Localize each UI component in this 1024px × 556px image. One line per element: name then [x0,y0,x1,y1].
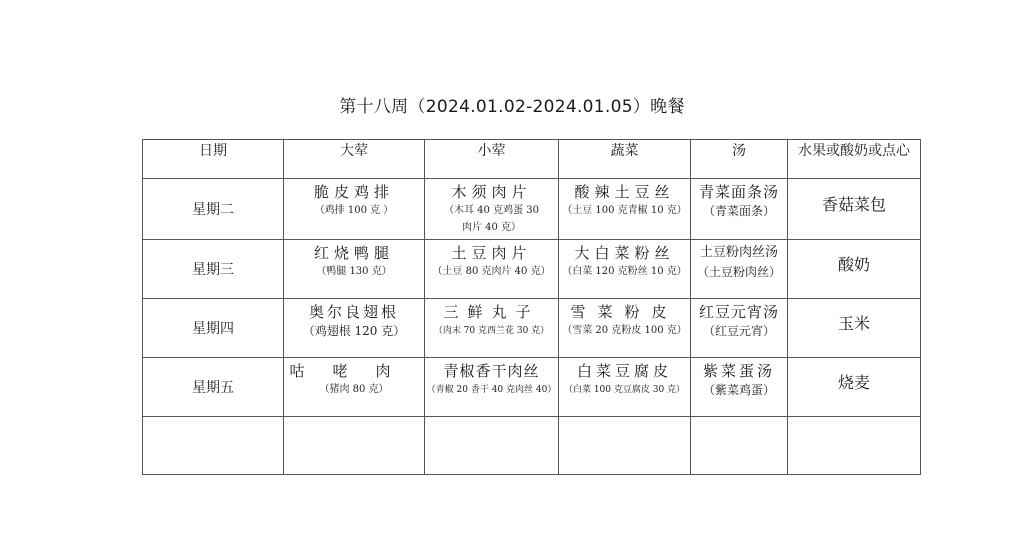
dish-note: （青椒 20 香干 40 克肉丝 40） [426,385,557,395]
dish-name: 青菜面条汤 [698,183,779,201]
day-cell: 星期五 [143,358,284,417]
dish-note: （鸭腿 130 克） [316,266,392,277]
table-row [143,299,921,358]
empty-cell [559,417,691,475]
snack-cell [788,240,921,299]
page-title: 第十八周（2024.01.02-2024.01.05）晚餐 [339,97,685,117]
header-vegetable: 蔬菜 [559,140,691,179]
table-row [143,417,921,475]
day-cell: 星期二 [143,179,284,240]
dish-name: 木须肉片 [451,183,532,201]
main-dish-cell [284,358,425,417]
soup-cell [691,299,788,358]
dish-name: 三鲜丸子 [443,303,540,321]
dish-name: 紫菜蛋汤 [702,362,775,380]
header-side-meat: 小荤 [425,140,559,179]
side-dish-cell [425,179,559,240]
vegetable-cell [559,179,691,240]
header-date: 日期 [143,140,284,179]
dish-note: （青菜面条） [702,204,775,218]
dish-name: 红烧鸭腿 [313,244,394,262]
vegetable-cell [559,240,691,299]
main-dish-cell [284,299,425,358]
table-row [143,358,921,417]
dish-name: 白菜豆腐皮 [576,362,672,380]
main-dish-cell [284,240,425,299]
side-dish-cell [425,240,559,299]
header-snack: 水果或酸奶或点心 [788,140,921,179]
dish-note: （土豆粉肉丝） [696,265,781,279]
dish-name: 咕咾肉 [289,362,419,380]
snack-cell [788,358,921,417]
header-soup: 汤 [691,140,788,179]
day-cell: 星期四 [143,299,284,358]
table-row [143,179,921,240]
snack-name: 酸奶 [837,254,870,274]
dish-name: 酸辣土豆丝 [574,183,675,201]
menu-table [142,139,921,475]
dish-name: 青椒香干肉丝 [443,362,540,380]
header-row [143,140,921,179]
dish-note: （肉末 70 克西兰花 30 克） [433,326,550,336]
table-row [143,240,921,299]
snack-name: 香菇菜包 [821,194,886,214]
snack-name: 玉米 [837,313,870,333]
side-dish-cell [425,358,559,417]
dish-note: （猪肉 80 克） [319,384,389,395]
dish-note: （鸡翅根 120 克） [302,324,406,338]
dish-note: （雪菜 20 克粉皮 100 克） [562,325,687,336]
dish-note: （紫菜鸡蛋） [702,383,775,397]
dish-note: （木耳 40 克鸡蛋 30 肉片 40 克） [444,205,539,233]
soup-cell [691,240,788,299]
side-dish-cell [425,299,559,358]
dish-name: 红豆元宵汤 [698,303,779,321]
dish-name: 土豆粉肉丝汤 [699,245,778,260]
dish-name: 雪菜粉皮 [570,303,679,321]
dish-name: 奥尔良翅根 [308,303,399,321]
soup-cell [691,358,788,417]
empty-cell [425,417,559,475]
dish-name: 大白菜粉丝 [574,244,675,262]
day-cell: 星期三 [143,240,284,299]
dish-note: （鸡排 100 克 ） [314,205,394,216]
empty-cell [143,417,284,475]
empty-cell [284,417,425,475]
soup-cell [691,179,788,240]
dish-note: （白菜 120 克粉丝 10 克） [562,266,687,277]
dish-name: 土豆肉片 [451,244,532,262]
dish-note: （红豆元宵） [702,324,775,338]
vegetable-cell [559,299,691,358]
header-main-meat: 大荤 [284,140,425,179]
dish-note: （白菜 100 克豆腐皮 30 克） [563,385,686,395]
snack-cell [788,299,921,358]
dish-note: （土豆 80 克肉片 40 克） [432,266,551,277]
snack-name: 烧麦 [837,372,870,392]
snack-cell [788,179,921,240]
empty-cell [691,417,788,475]
main-dish-cell [284,179,425,240]
dish-note: （土豆 100 克青椒 10 克） [562,205,687,216]
empty-cell [788,417,921,475]
vegetable-cell [559,358,691,417]
dish-name: 脆皮鸡排 [313,183,394,201]
